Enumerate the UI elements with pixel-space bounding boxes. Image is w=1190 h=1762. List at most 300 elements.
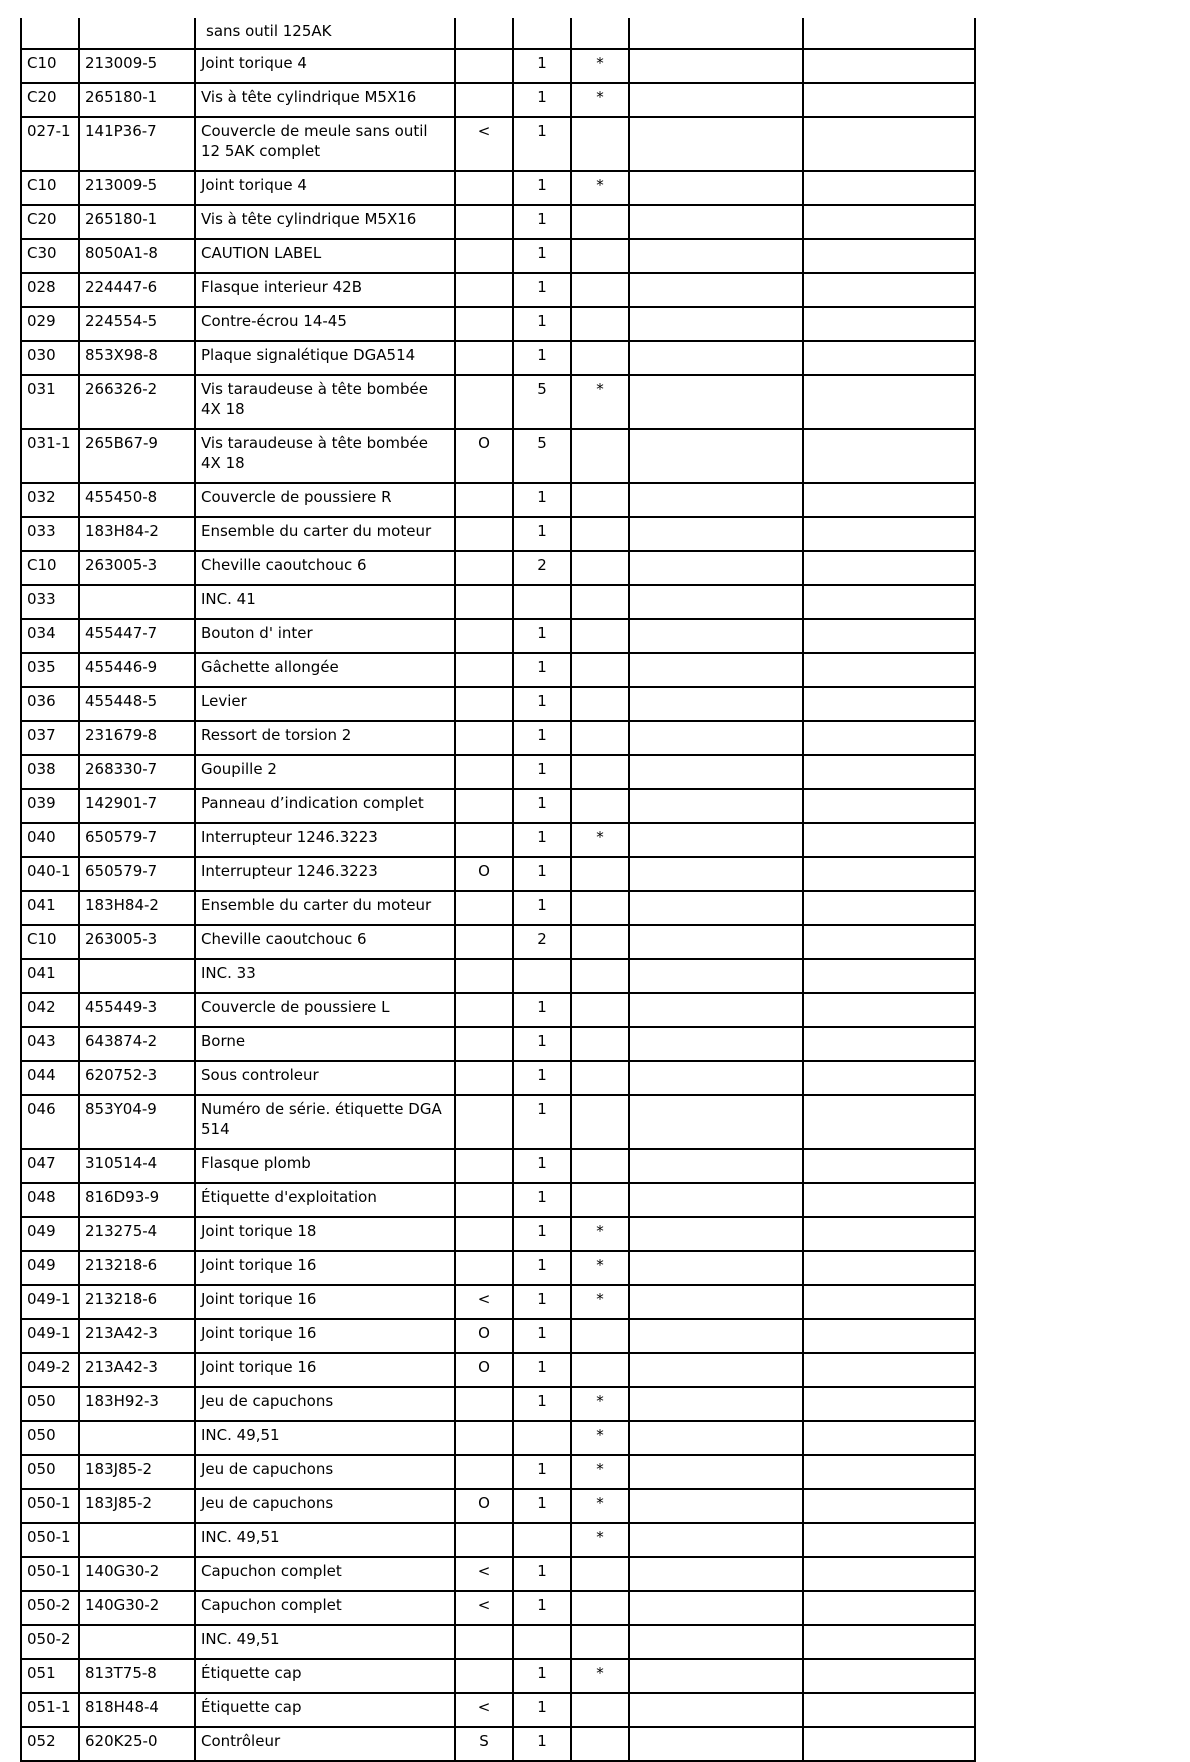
change-mark-cell [455, 1421, 513, 1455]
quantity-cell: 1 [513, 1693, 571, 1727]
item-number-cell: 047 [21, 1149, 79, 1183]
table-row [21, 1421, 975, 1455]
description-cell: Couvercle de meule sans outil 12 5AK complet [195, 117, 455, 171]
extra-cell-1 [629, 307, 803, 341]
quantity-cell: 1 [513, 307, 571, 341]
part-number-cell: 183J85-2 [79, 1489, 195, 1523]
flag-cell: * [571, 1285, 629, 1319]
quantity-cell: 1 [513, 1183, 571, 1217]
flag-cell: * [571, 1421, 629, 1455]
part-number-cell: 213218-6 [79, 1251, 195, 1285]
description-cell: Interrupteur 1246.3223 [195, 857, 455, 891]
table-row [21, 1319, 975, 1353]
extra-cell-1 [629, 891, 803, 925]
flag-cell: * [571, 83, 629, 117]
part-number-cell: 142901-7 [79, 789, 195, 823]
change-mark-cell: O [455, 857, 513, 891]
change-mark-cell: < [455, 117, 513, 171]
change-mark-cell [455, 1095, 513, 1149]
table-row [21, 585, 975, 619]
extra-cell-1 [629, 925, 803, 959]
extra-cell-2 [803, 721, 975, 755]
description-cell: Joint torique 16 [195, 1319, 455, 1353]
part-number-cell: 455449-3 [79, 993, 195, 1027]
extra-cell-2 [803, 1251, 975, 1285]
description-cell: CAUTION LABEL [195, 239, 455, 273]
extra-cell-2 [803, 1455, 975, 1489]
extra-cell-2 [803, 483, 975, 517]
quantity-cell: 1 [513, 891, 571, 925]
change-mark-cell [455, 1523, 513, 1557]
change-mark-cell [455, 925, 513, 959]
extra-cell-2 [803, 959, 975, 993]
table-row [21, 1217, 975, 1251]
item-number-cell: C10 [21, 925, 79, 959]
part-number-cell: 231679-8 [79, 721, 195, 755]
flag-cell [571, 1319, 629, 1353]
table-row [21, 1095, 975, 1149]
extra-cell-1 [629, 755, 803, 789]
description-cell: Vis taraudeuse à tête bombée 4X 18 [195, 375, 455, 429]
description-cell: Jeu de capuchons [195, 1387, 455, 1421]
description-cell: Jeu de capuchons [195, 1455, 455, 1489]
part-number-cell: 263005-3 [79, 551, 195, 585]
description-cell: Jeu de capuchons [195, 1489, 455, 1523]
extra-cell-1 [629, 1625, 803, 1659]
part-number-cell: 455448-5 [79, 687, 195, 721]
item-number-cell: C20 [21, 205, 79, 239]
flag-cell [571, 18, 629, 49]
extra-cell-2 [803, 687, 975, 721]
extra-cell-2 [803, 789, 975, 823]
change-mark-cell [455, 49, 513, 83]
part-number-cell: 643874-2 [79, 1027, 195, 1061]
quantity-cell: 1 [513, 823, 571, 857]
change-mark-cell: O [455, 1489, 513, 1523]
flag-cell [571, 239, 629, 273]
extra-cell-1 [629, 1061, 803, 1095]
table-row [21, 1353, 975, 1387]
item-number-cell: C10 [21, 171, 79, 205]
extra-cell-1 [629, 117, 803, 171]
flag-cell: * [571, 1217, 629, 1251]
flag-cell [571, 307, 629, 341]
description-cell: Étiquette cap [195, 1659, 455, 1693]
item-number-cell: 028 [21, 273, 79, 307]
description-cell: Cheville caoutchouc 6 [195, 551, 455, 585]
item-number-cell: 041 [21, 891, 79, 925]
flag-cell [571, 1557, 629, 1591]
extra-cell-1 [629, 1727, 803, 1761]
part-number-cell: 650579-7 [79, 857, 195, 891]
quantity-cell: 1 [513, 1217, 571, 1251]
flag-cell [571, 205, 629, 239]
part-number-cell: 620752-3 [79, 1061, 195, 1095]
extra-cell-2 [803, 341, 975, 375]
extra-cell-1 [629, 1659, 803, 1693]
change-mark-cell: O [455, 1353, 513, 1387]
flag-cell [571, 1727, 629, 1761]
extra-cell-1 [629, 653, 803, 687]
change-mark-cell [455, 721, 513, 755]
description-cell: INC. 41 [195, 585, 455, 619]
change-mark-cell [455, 789, 513, 823]
flag-cell [571, 273, 629, 307]
quantity-cell: 1 [513, 619, 571, 653]
table-row [21, 429, 975, 483]
item-number-cell: C30 [21, 239, 79, 273]
flag-cell [571, 925, 629, 959]
extra-cell-2 [803, 925, 975, 959]
quantity-cell: 1 [513, 1387, 571, 1421]
part-number-cell: 853X98-8 [79, 341, 195, 375]
extra-cell-2 [803, 49, 975, 83]
table-row [21, 789, 975, 823]
part-number-cell: 183H84-2 [79, 891, 195, 925]
part-number-cell: 455450-8 [79, 483, 195, 517]
extra-cell-1 [629, 483, 803, 517]
description-cell: Joint torique 16 [195, 1353, 455, 1387]
flag-cell [571, 1061, 629, 1095]
quantity-cell: 5 [513, 375, 571, 429]
item-number-cell: 049 [21, 1217, 79, 1251]
extra-cell-1 [629, 517, 803, 551]
part-number-cell [79, 1625, 195, 1659]
table-row [21, 551, 975, 585]
quantity-cell: 1 [513, 857, 571, 891]
quantity-cell [513, 1625, 571, 1659]
part-number-cell: 816D93-9 [79, 1183, 195, 1217]
description-cell: Bouton d' inter [195, 619, 455, 653]
extra-cell-2 [803, 307, 975, 341]
item-number-cell: 046 [21, 1095, 79, 1149]
item-number-cell: 036 [21, 687, 79, 721]
quantity-cell: 1 [513, 1455, 571, 1489]
table-row [21, 1523, 975, 1557]
extra-cell-1 [629, 1285, 803, 1319]
quantity-cell: 1 [513, 1727, 571, 1761]
extra-cell-2 [803, 1285, 975, 1319]
quantity-cell: 1 [513, 1489, 571, 1523]
part-number-cell [79, 1421, 195, 1455]
flag-cell [571, 619, 629, 653]
change-mark-cell [455, 1217, 513, 1251]
extra-cell-1 [629, 857, 803, 891]
extra-cell-2 [803, 1061, 975, 1095]
flag-cell [571, 687, 629, 721]
part-number-cell: 224554-5 [79, 307, 195, 341]
flag-cell [571, 1625, 629, 1659]
description-cell: Joint torique 16 [195, 1251, 455, 1285]
flag-cell: * [571, 1387, 629, 1421]
part-number-cell: 213275-4 [79, 1217, 195, 1251]
table-row [21, 823, 975, 857]
change-mark-cell: < [455, 1285, 513, 1319]
extra-cell-2 [803, 585, 975, 619]
change-mark-cell [455, 687, 513, 721]
description-cell: Couvercle de poussiere L [195, 993, 455, 1027]
change-mark-cell [455, 653, 513, 687]
table-row [21, 375, 975, 429]
flag-cell: * [571, 1251, 629, 1285]
flag-cell [571, 1693, 629, 1727]
extra-cell-1 [629, 721, 803, 755]
extra-cell-2 [803, 891, 975, 925]
table-row [21, 1557, 975, 1591]
item-number-cell: 050-1 [21, 1489, 79, 1523]
item-number-cell: 040 [21, 823, 79, 857]
flag-cell [571, 993, 629, 1027]
part-number-cell: 310514-4 [79, 1149, 195, 1183]
table-row [21, 1285, 975, 1319]
item-number-cell: C20 [21, 83, 79, 117]
flag-cell [571, 1591, 629, 1625]
table-row [21, 1455, 975, 1489]
description-cell: INC. 49,51 [195, 1523, 455, 1557]
item-number-cell: 048 [21, 1183, 79, 1217]
extra-cell-1 [629, 789, 803, 823]
item-number-cell: 043 [21, 1027, 79, 1061]
quantity-cell: 1 [513, 483, 571, 517]
change-mark-cell [455, 18, 513, 49]
description-cell: Vis à tête cylindrique M5X16 [195, 205, 455, 239]
quantity-cell: 1 [513, 1659, 571, 1693]
quantity-cell: 1 [513, 1353, 571, 1387]
part-number-cell: 140G30-2 [79, 1557, 195, 1591]
extra-cell-2 [803, 1625, 975, 1659]
flag-cell [571, 653, 629, 687]
extra-cell-2 [803, 857, 975, 891]
table-row [21, 239, 975, 273]
extra-cell-2 [803, 1217, 975, 1251]
flag-cell: * [571, 823, 629, 857]
extra-cell-1 [629, 585, 803, 619]
item-number-cell: 050-2 [21, 1591, 79, 1625]
item-number-cell: 049-2 [21, 1353, 79, 1387]
table-row [21, 1061, 975, 1095]
item-number-cell: 031 [21, 375, 79, 429]
flag-cell: * [571, 1489, 629, 1523]
part-number-cell: 213009-5 [79, 171, 195, 205]
extra-cell-1 [629, 1523, 803, 1557]
extra-cell-2 [803, 551, 975, 585]
extra-cell-2 [803, 239, 975, 273]
change-mark-cell [455, 1149, 513, 1183]
table-row [21, 49, 975, 83]
change-mark-cell [455, 1659, 513, 1693]
item-number-cell: 049 [21, 1251, 79, 1285]
extra-cell-1 [629, 1591, 803, 1625]
parts-list-table [20, 18, 976, 1762]
flag-cell [571, 1027, 629, 1061]
extra-cell-2 [803, 83, 975, 117]
extra-cell-2 [803, 205, 975, 239]
item-number-cell: 042 [21, 993, 79, 1027]
quantity-cell [513, 1421, 571, 1455]
part-number-cell: 183J85-2 [79, 1455, 195, 1489]
quantity-cell: 1 [513, 83, 571, 117]
quantity-cell: 1 [513, 687, 571, 721]
part-number-cell: 140G30-2 [79, 1591, 195, 1625]
item-number-cell: 044 [21, 1061, 79, 1095]
item-number-cell: 050-1 [21, 1523, 79, 1557]
quantity-cell: 1 [513, 1591, 571, 1625]
description-cell: Borne [195, 1027, 455, 1061]
change-mark-cell [455, 551, 513, 585]
table-row [21, 755, 975, 789]
quantity-cell: 1 [513, 1319, 571, 1353]
description-cell: Ensemble du carter du moteur [195, 891, 455, 925]
change-mark-cell [455, 1183, 513, 1217]
extra-cell-1 [629, 1353, 803, 1387]
flag-cell [571, 1353, 629, 1387]
quantity-cell: 1 [513, 1061, 571, 1095]
description-cell: Couvercle de poussiere R [195, 483, 455, 517]
table-row [21, 483, 975, 517]
extra-cell-1 [629, 959, 803, 993]
description-cell: Plaque signalétique DGA514 [195, 341, 455, 375]
item-number-cell: 049-1 [21, 1285, 79, 1319]
quantity-cell: 1 [513, 117, 571, 171]
description-cell: Contrôleur [195, 1727, 455, 1761]
table-row [21, 1727, 975, 1761]
extra-cell-2 [803, 619, 975, 653]
extra-cell-1 [629, 1421, 803, 1455]
extra-cell-1 [629, 1183, 803, 1217]
item-number-cell: 041 [21, 959, 79, 993]
table-row [21, 1659, 975, 1693]
item-number-cell: 050-1 [21, 1557, 79, 1591]
change-mark-cell [455, 239, 513, 273]
extra-cell-2 [803, 1095, 975, 1149]
change-mark-cell [455, 1027, 513, 1061]
part-number-cell [79, 1523, 195, 1557]
item-number-cell: 031-1 [21, 429, 79, 483]
parts-table-body [21, 18, 975, 1761]
description-cell: Cheville caoutchouc 6 [195, 925, 455, 959]
change-mark-cell [455, 1061, 513, 1095]
description-cell: Goupille 2 [195, 755, 455, 789]
description-cell: Joint torique 4 [195, 171, 455, 205]
description-cell: Sous controleur [195, 1061, 455, 1095]
flag-cell [571, 117, 629, 171]
change-mark-cell: < [455, 1693, 513, 1727]
quantity-cell: 1 [513, 171, 571, 205]
extra-cell-1 [629, 1217, 803, 1251]
description-cell: Panneau d’indication complet [195, 789, 455, 823]
item-number-cell: 050 [21, 1387, 79, 1421]
part-number-cell: 265180-1 [79, 205, 195, 239]
description-cell: Capuchon complet [195, 1557, 455, 1591]
extra-cell-1 [629, 18, 803, 49]
item-number-cell: 027-1 [21, 117, 79, 171]
extra-cell-1 [629, 1455, 803, 1489]
flag-cell [571, 341, 629, 375]
quantity-cell: 1 [513, 1557, 571, 1591]
extra-cell-2 [803, 1727, 975, 1761]
change-mark-cell [455, 993, 513, 1027]
extra-cell-2 [803, 517, 975, 551]
change-mark-cell [455, 959, 513, 993]
table-row [21, 1149, 975, 1183]
part-number-cell: 183H84-2 [79, 517, 195, 551]
part-number-cell: 265B67-9 [79, 429, 195, 483]
description-cell: Étiquette cap [195, 1693, 455, 1727]
quantity-cell: 1 [513, 721, 571, 755]
extra-cell-2 [803, 375, 975, 429]
flag-cell: * [571, 375, 629, 429]
extra-cell-1 [629, 619, 803, 653]
description-cell: Numéro de série. étiquette DGA 514 [195, 1095, 455, 1149]
description-cell: Capuchon complet [195, 1591, 455, 1625]
description-cell: Ensemble du carter du moteur [195, 517, 455, 551]
change-mark-cell [455, 585, 513, 619]
part-number-cell: 853Y04-9 [79, 1095, 195, 1149]
quantity-cell: 1 [513, 517, 571, 551]
change-mark-cell [455, 1251, 513, 1285]
flag-cell: * [571, 49, 629, 83]
table-row [21, 687, 975, 721]
description-cell: Vis taraudeuse à tête bombée 4X 18 [195, 429, 455, 483]
flag-cell [571, 1149, 629, 1183]
quantity-cell: 1 [513, 1251, 571, 1285]
part-number-cell: 455447-7 [79, 619, 195, 653]
change-mark-cell [455, 307, 513, 341]
flag-cell [571, 721, 629, 755]
item-number-cell: 050-2 [21, 1625, 79, 1659]
table-row [21, 273, 975, 307]
description-cell: Contre-écrou 14-45 [195, 307, 455, 341]
extra-cell-1 [629, 341, 803, 375]
description-cell: Levier [195, 687, 455, 721]
change-mark-cell [455, 171, 513, 205]
description-cell: Vis à tête cylindrique M5X16 [195, 83, 455, 117]
change-mark-cell: O [455, 429, 513, 483]
quantity-cell: 1 [513, 49, 571, 83]
item-number-cell: 033 [21, 517, 79, 551]
part-number-cell: 813T75-8 [79, 1659, 195, 1693]
table-row [21, 1027, 975, 1061]
quantity-cell: 1 [513, 341, 571, 375]
part-number-cell [79, 18, 195, 49]
change-mark-cell [455, 205, 513, 239]
description-cell: sans outil 125AK [195, 18, 455, 49]
change-mark-cell [455, 755, 513, 789]
table-row [21, 205, 975, 239]
table-row [21, 1489, 975, 1523]
extra-cell-2 [803, 1421, 975, 1455]
extra-cell-2 [803, 823, 975, 857]
change-mark-cell: < [455, 1591, 513, 1625]
change-mark-cell: S [455, 1727, 513, 1761]
description-cell: INC. 49,51 [195, 1421, 455, 1455]
table-row [21, 653, 975, 687]
quantity-cell: 5 [513, 429, 571, 483]
table-row [21, 83, 975, 117]
extra-cell-1 [629, 429, 803, 483]
extra-cell-2 [803, 1693, 975, 1727]
table-row [21, 619, 975, 653]
table-row [21, 1387, 975, 1421]
quantity-cell: 1 [513, 1095, 571, 1149]
extra-cell-1 [629, 1251, 803, 1285]
part-number-cell: 213A42-3 [79, 1319, 195, 1353]
change-mark-cell [455, 891, 513, 925]
extra-cell-1 [629, 1557, 803, 1591]
quantity-cell: 1 [513, 1149, 571, 1183]
item-number-cell: 039 [21, 789, 79, 823]
flag-cell [571, 1183, 629, 1217]
